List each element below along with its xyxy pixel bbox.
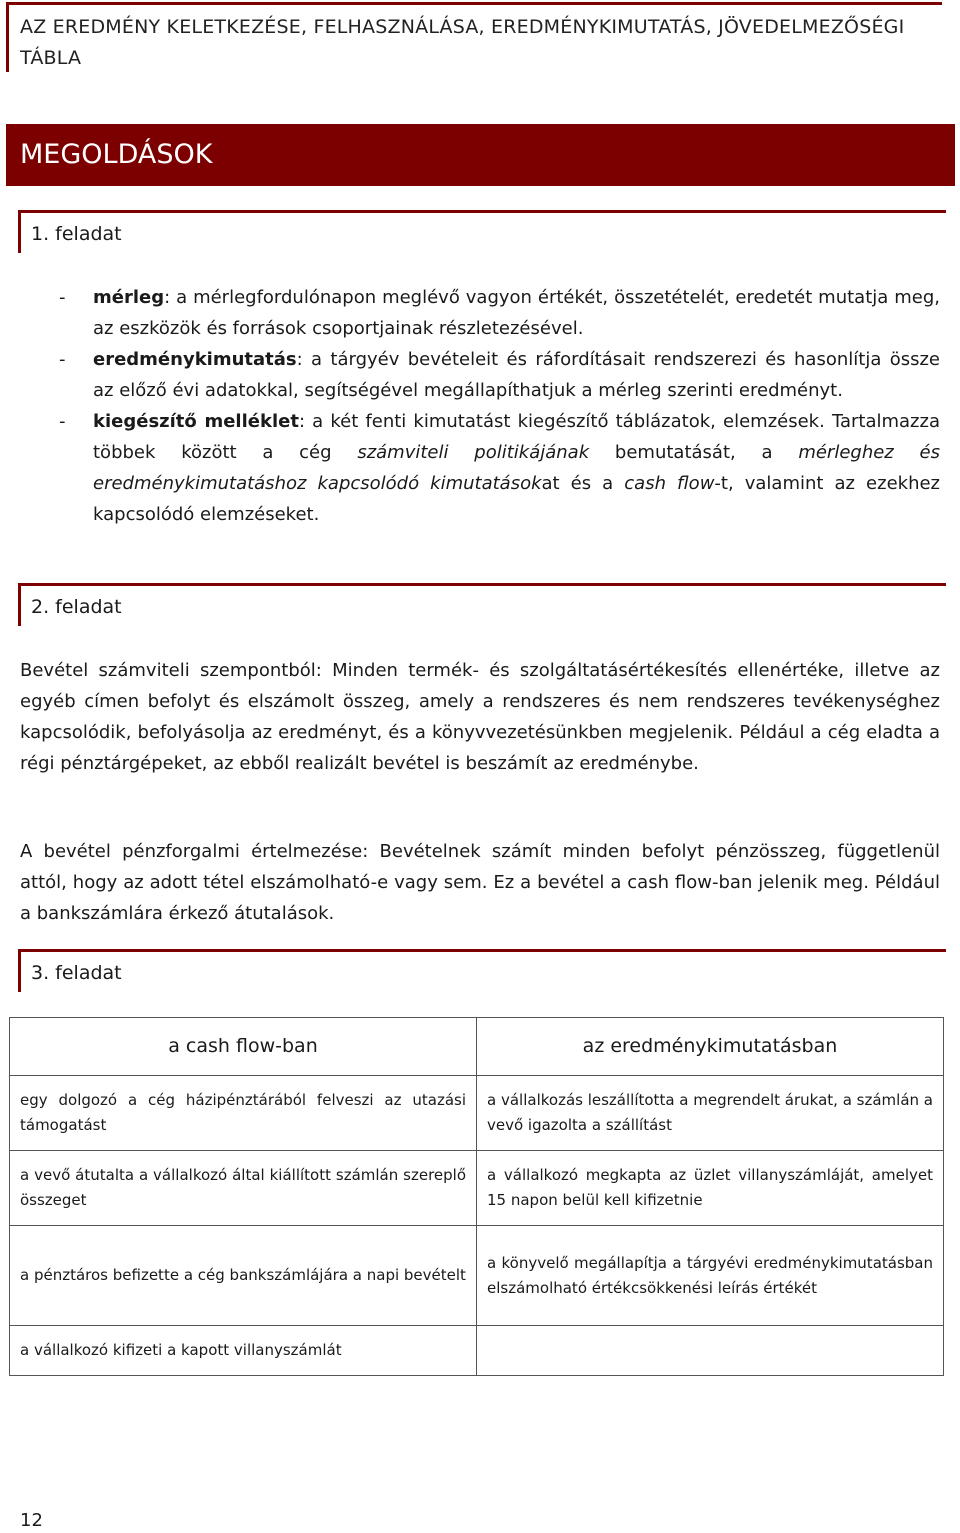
header-side-rule [6, 2, 9, 72]
table-row [10, 1151, 944, 1226]
table-cell: a pénztáros befizette a cég bankszámlájára a napi bevételt [10, 1226, 477, 1326]
section-2-title: 2. feladat [31, 596, 122, 618]
page-number: 12 [20, 1510, 43, 1531]
emphasis-text: cash flow [624, 473, 715, 494]
table-row [10, 1076, 944, 1151]
table-cell [477, 1326, 944, 1376]
revenue-accounting-paragraph: Bevétel számviteli szempontból: Minden termék- és szolgáltatásértékesítés ellenértéke, illetve az egyéb címen befolyt és elszámolt összeg, amely a rendszeres és nem rendszeres tevékenységhez kapcsolódik, befolyásolja az eredményt, és a könyvvezetésünkben megjelenik. Például a cég eladta a régi pénztárgépeket, az ebből realizált bevétel is beszámít az eredménybe. [20, 660, 940, 774]
comparison-table [9, 1017, 944, 1376]
table-cell: a vállalkozó kifizeti a kapott villanyszámlát [10, 1326, 477, 1376]
table-row [10, 1326, 944, 1376]
section-2-header [18, 583, 946, 626]
table-cell: a vállalkozó megkapta az üzlet villanyszámláját, amelyet 15 napon belül kell kifizetnie [477, 1151, 944, 1226]
list-dash: - [59, 411, 66, 432]
emphasis-text: számviteli politikájának [357, 442, 590, 463]
term-definition: : a tárgyév bevételeit és ráfordításait rendszerezi és hasonlítja össze az előző évi adatokkal, segítségével megállapíthatjuk a mérleg szerinti eredményt. [93, 349, 940, 401]
revenue-cashflow-paragraph: A bevétel pénzforgalmi értelmezése: Bevételnek számít minden befolyt pénzösszeg, függetlenül attól, hogy az adott tétel elszámolható-e vagy sem. Ez a bevétel a cash flow-ban jelenik meg. Például a bankszámlára érkező átutalások. [20, 841, 940, 924]
section-1-title: 1. feladat [31, 223, 122, 245]
section-3-title: 3. feladat [31, 962, 122, 984]
header-rule [6, 2, 942, 5]
solutions-banner [6, 124, 955, 186]
table-cell: a vállalkozás leszállította a megrendelt árukat, a számlán a vevő igazolta a szállítást [477, 1076, 944, 1151]
section-1-header [18, 210, 946, 253]
list-item [20, 282, 940, 344]
term-label: mérleg [93, 287, 165, 308]
table-cell: a vevő átutalta a vállalkozó által kiállított számlán szereplő összeget [10, 1151, 477, 1226]
column-header-cashflow: a cash flow-ban [10, 1018, 477, 1076]
list-item [20, 344, 940, 406]
term-definition: : a mérlegfordulónapon meglévő vagyon értékét, összetételét, eredetét mutatja meg, az eszközök és források csoportjainak részletezésével. [93, 287, 940, 339]
list-item [20, 406, 940, 530]
list-dash: - [59, 349, 66, 370]
column-header-income-statement: az eredménykimutatásban [477, 1018, 944, 1076]
definition-list [20, 282, 940, 530]
table-row [10, 1226, 944, 1326]
term-definition: : a két fenti kimutatást kiegészítő táblázatok, elemzések. Tartalmazza többek között a cég [93, 411, 940, 463]
table-cell: a könyvelő megállapítja a tárgyévi eredménykimutatásban elszámolható értékcsökkenési leírás értékét [477, 1226, 944, 1326]
term-definition-cont: at és a [541, 473, 625, 494]
table-cell: egy dolgozó a cég házipénztárából felveszi az utazási támogatást [10, 1076, 477, 1151]
table-header-row [10, 1018, 944, 1076]
term-label: kiegészítő melléklet [93, 411, 299, 432]
term-definition-cont: bemutatását, a [589, 442, 799, 463]
section-3-header [18, 949, 946, 992]
banner-title: MEGOLDÁSOK [20, 139, 213, 170]
document-title: AZ EREDMÉNY KELETKEZÉSE, FELHASZNÁLÁSA, EREDMÉNYKIMUTATÁS, JÖVEDELMEZŐSÉGI TÁBLA [20, 16, 905, 69]
list-dash: - [59, 287, 66, 308]
term-label: eredménykimutatás [93, 349, 297, 370]
emphasis-text: mérleghez és eredménykimutatáshoz kapcsolódó kimutatások [93, 442, 940, 494]
term-definition-cont: -t, valamint az ezekhez kapcsolódó elemzéseket. [93, 473, 941, 525]
